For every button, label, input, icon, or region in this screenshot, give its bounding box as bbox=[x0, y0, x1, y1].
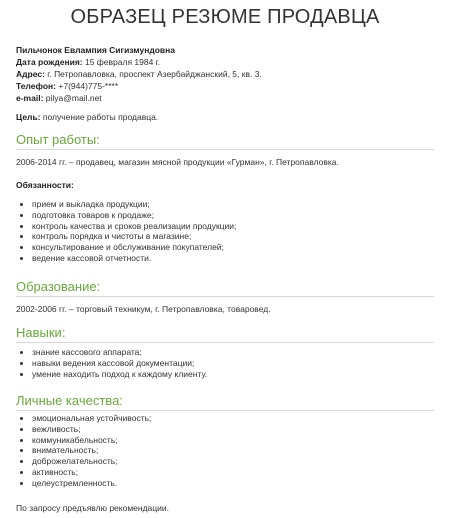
list-item: коммуникабельность; bbox=[16, 435, 151, 446]
list-item: ведение кассовой отчетности. bbox=[16, 253, 236, 264]
education-heading: Образование: bbox=[16, 279, 101, 294]
bullet-icon bbox=[20, 439, 23, 442]
education-entry: 2002-2006 гг. – торговый техникум, г. Петропавловка, товаровед. bbox=[16, 304, 271, 314]
skills-list bbox=[16, 347, 207, 379]
birth-value: 15 февраля 1984 г. bbox=[84, 57, 161, 67]
skills-heading: Навыки: bbox=[16, 325, 66, 340]
bullet-icon bbox=[20, 225, 23, 228]
list-item: подготовка товаров к продаже; bbox=[16, 210, 236, 221]
bullet-icon bbox=[20, 428, 23, 431]
qualities-list bbox=[16, 413, 151, 489]
person-name-line bbox=[16, 45, 175, 55]
bullet-icon bbox=[20, 471, 23, 474]
birth-line bbox=[16, 57, 160, 67]
list-item: вежливость; bbox=[16, 424, 151, 435]
bullet-icon bbox=[20, 373, 23, 376]
experience-entry: 2006-2014 гг. – продавец, магазин мясной продукции «Гурман», г. Петропавловка. bbox=[16, 157, 339, 167]
list-item: навыки ведения кассовой документации; bbox=[16, 358, 207, 369]
list-item: эмоциональная устойчивость; bbox=[16, 413, 151, 424]
person-name: Пильчонок Евлампия Сигизмундовна bbox=[16, 45, 176, 55]
address-value: г. Петропавловка, проспект Азербайджанский, 5, кв. 3. bbox=[47, 69, 262, 79]
email-line bbox=[16, 93, 102, 103]
list-item: прием и выкладка продукции; bbox=[16, 199, 236, 210]
goal-line bbox=[16, 112, 158, 122]
goal-label: Цель: bbox=[16, 112, 41, 122]
email-label: e-mail: bbox=[16, 93, 44, 103]
education-divider bbox=[16, 296, 434, 297]
page-title: ОБРАЗЕЦ РЕЗЮМЕ ПРОДАВЦА bbox=[70, 6, 380, 28]
bullet-icon bbox=[20, 351, 23, 354]
list-item: активность; bbox=[16, 467, 151, 478]
bullet-icon bbox=[20, 257, 23, 260]
phone-value: +7(944)775-**** bbox=[58, 81, 119, 91]
experience-divider bbox=[16, 149, 434, 150]
list-item: консультирование и обслуживание покупателей; bbox=[16, 242, 236, 253]
goal-value: получение работы продавца. bbox=[42, 112, 159, 122]
birth-label: Дата рождения: bbox=[16, 57, 83, 67]
list-item: умение находить подход к каждому клиенту. bbox=[16, 369, 207, 380]
bullet-icon bbox=[20, 460, 23, 463]
phone-line bbox=[16, 81, 118, 91]
list-item: целеустремленность. bbox=[16, 478, 151, 489]
qualities-divider bbox=[16, 410, 434, 411]
duties-list bbox=[16, 199, 236, 264]
address-label: Адрес: bbox=[16, 69, 45, 79]
bullet-icon bbox=[20, 449, 23, 452]
qualities-heading: Личные качества: bbox=[16, 393, 123, 408]
duties-label: Обязанности: bbox=[16, 180, 74, 190]
bullet-icon bbox=[20, 482, 23, 485]
bullet-icon bbox=[20, 203, 23, 206]
email-value: pilya@mail.net bbox=[45, 93, 102, 103]
bullet-icon bbox=[20, 417, 23, 420]
list-item: доброжелательность; bbox=[16, 456, 151, 467]
footer-note: По запросу предъявлю рекомендации. bbox=[16, 503, 169, 513]
bullet-icon bbox=[20, 362, 23, 365]
list-item: контроль качества и сроков реализации продукции; bbox=[16, 221, 236, 232]
bullet-icon bbox=[20, 246, 23, 249]
bullet-icon bbox=[20, 235, 23, 238]
list-item: контроль порядка и чистоты в магазине; bbox=[16, 231, 236, 242]
experience-heading: Опыт работы: bbox=[16, 132, 100, 147]
skills-divider bbox=[16, 342, 434, 343]
bullet-icon bbox=[20, 214, 23, 217]
address-line bbox=[16, 69, 262, 79]
list-item: внимательность; bbox=[16, 445, 151, 456]
phone-label: Телефон: bbox=[16, 81, 56, 91]
list-item: знание кассового аппарата; bbox=[16, 347, 207, 358]
